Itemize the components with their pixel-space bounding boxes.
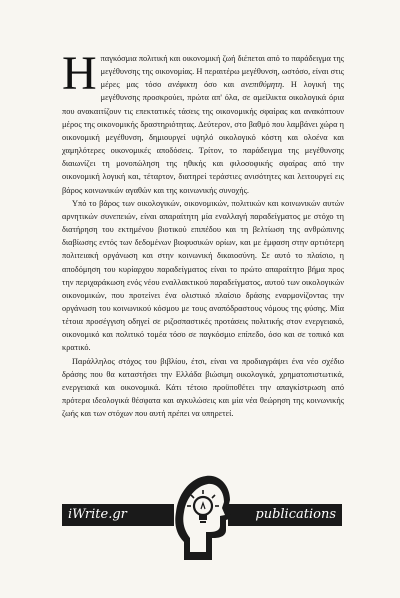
imprint-bar: publications — [228, 504, 342, 526]
blurb-text — [62, 47, 344, 420]
head-lightbulb-icon — [170, 468, 232, 568]
paragraph-1-text-a: παγκόσμια πολιτική και οικονομική ζωή διέπεται από το παράδειγμα της μεγέθυνσης της οικονομίας. Η περαιτέρω μεγέθυνση, ωστόσο, είναι στις μέρες μας τόσο — [100, 54, 344, 90]
emphasis-undesirable: ανεπιθύμητη — [240, 80, 283, 90]
paragraph-1-text-b: όσο και — [197, 80, 241, 90]
emphasis-infeasible: ανέφικτη — [167, 80, 198, 90]
publisher-footer — [0, 468, 400, 570]
paragraph-1-text-c: . Η λογική της μεγέθυνσης προσκρούει, πρώτα απ' όλα, σε αμείλικτα οικολογικά όρια που ανακαιτίζουν τις επεκτατικές τάσεις της οικονομικής σφαίρας και ανακόπτουν μέρος της οικονομικής δραστηριότητας. Δεύτερον, στο βαθμό που λαμβάνει χώρα η οικονομική μεγέθυνση, δημιουργεί υψηλό οικολογικό κόστη και ολοένα και χαμηλότερες οικονομικές αποδόσεις. Τρίτον, το παράδειγμα της μεγέθυνσης διαιωνίζει τη μονοπώληση της ηθικής και φιλοσοφικής σφαίρας από την οικονομική λογική και, τέταρτον, διατηρεί τεράστιες ανισότητες και λειτουργεί εις βάρος κοινωνικών αγαθών και της κοινωνικής συνοχής. — [62, 80, 344, 195]
paragraph-3: Παράλληλος στόχος του βιβλίου, έτσι, είναι να προδιαγράψει ένα νέο σχέδιο δράσης που θα καταστήσει την Ελλάδα βιώσιμη οικολογικά, χρηματοπιστωτικά, ενεργειακά και οικονομικά. Κάτι τέτοιο προϋποθέτει την απαγκίστρωση από πρότερα ιδεολογικά θέσφατα και αγκυλώσεις και μία νέα θεώρηση της κοινωνικής ζωής και των στόχων που αυτή πρέπει να υπηρετεί. — [62, 356, 344, 419]
drop-cap: Η — [62, 47, 97, 100]
brand-bar: iWrite.gr — [62, 504, 174, 526]
paragraph-1 — [62, 47, 344, 197]
paragraph-2: Υπό το βάρος των οικολογικών, οικονομικών, πολιτικών και κοινωνικών αυτών αρνητικών συνεπειών, είναι απαραίτητη μία εναλλαγή παραδείγματος με στόχο τη διατήρηση του εκτημένου βιοτικού επιπέδου και τη βελτίωση της ανθρώπινης διαβίωσης εντός των δεδομένων βιοφυσικών ορίων, και με έμφαση στην αρτιότερη πολιτειακή οργάνωση και στην κοινωνική δικαιοσύνη. Σε αυτό το πλαίσιο, η αποδόμηση του κυρίαρχου παραδείγματος είναι το πρώτο απαραίτητο βήμα προς την περιχαράκωση ενός νέου εναλλακτικού παραδείγματος, αυτού των οικολογικών οικονομικών, που προτείνει ένα ολιστικό πλαίσιο δράσης εναρμονίζοντας την οργάνωση του κοινωνικού κόσμου με τους αναπόδραστους νόμους της φύσης. Μία τέτοια προσέγγιση οδηγεί σε ριζοσπαστικές προτάσεις πολιτικής στον ενεργειακό, οικονομικό και πολιτικό τομέα τόσο σε παγκόσμιο επίπεδο, όσο και σε τοπικό και κρατικό. — [62, 198, 344, 353]
